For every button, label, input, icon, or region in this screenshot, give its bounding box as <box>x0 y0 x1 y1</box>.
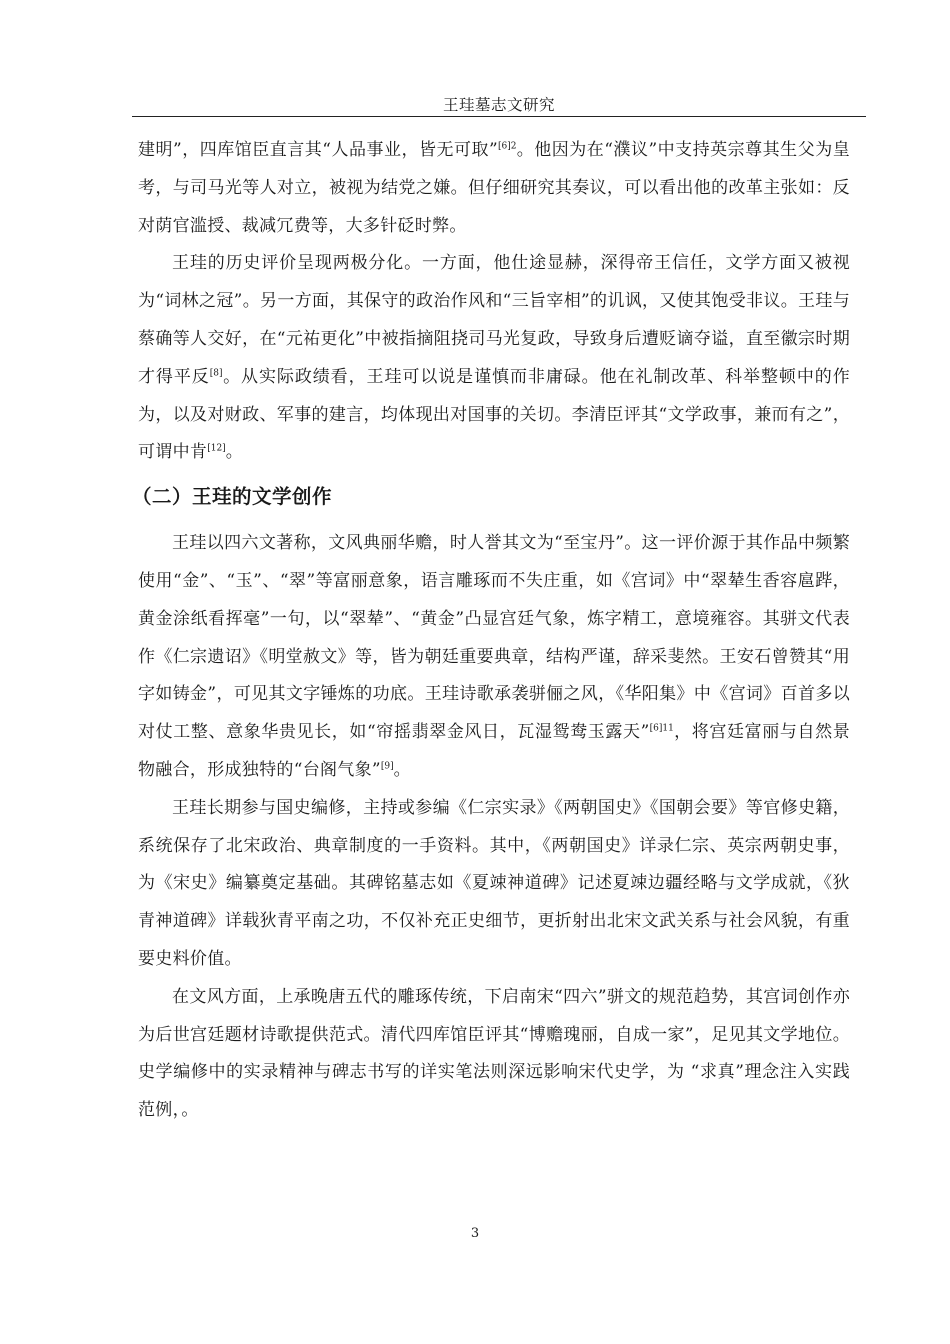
running-header: 王珪墓志文研究 <box>442 96 555 114</box>
citation: [8] <box>209 368 223 379</box>
paragraph-text: 王珪的历史评价呈现两极分化。一方面，他仕途显赫，深得帝王信任，文学方面又被视为“词林之冠”。另一方面，其保守的政治作风和“三旨宰相”的讥讽，又使其饱受非议。王珪与蔡确等人交好，在“元祐更化”中被指摘阻挠司马光复政，导致身后遭贬谪夺谥，直至徽宗时期才得平反 <box>138 253 850 387</box>
paragraph-text: 王珪长期参与国史编修，主持或参编《仁宗实录》《两朝国史》《国朝会要》等官修史籍，系统保存了北宋政治、典章制度的一手资料。其中，《两朝国史》详录仁宗、英宗两朝史事，为《宋史》编纂奠定基础。其碑铭墓志如《夏竦神道碑》记述夏竦边疆经略与文学成就，《狄青神道碑》详载狄青平南之功，不仅补充正史细节，更折射出北宋文武关系与社会风貌，有重要史料价值。 <box>138 797 850 969</box>
paragraph-text: 在文风方面，上承晚唐五代的雕琢传统，下启南宋“四六”骈文的规范趋势，其宫词创作亦为后世宫廷题材诗歌提供范式。清代四库馆臣评其“博赡瑰丽，自成一家”，足见其文学地位。史学编修中的实录精神与碑志书写的详实笔法则深远影响宋代史学，为 “求真”理念注入实践范例，。 <box>138 986 850 1121</box>
citation: [12] <box>207 443 226 454</box>
paragraph-continued <box>138 132 850 245</box>
paragraph-text: 。 <box>225 442 243 463</box>
citation: [9] <box>380 761 394 772</box>
header-rule <box>132 116 866 117</box>
section-heading: （二）王珪的文学创作 <box>132 485 333 509</box>
paragraph-text: 。 <box>393 759 411 780</box>
paragraph-text: 。他因为在“濮议”中支持英宗尊其生父为皇考，与司马光等人对立，被视为结党之嫌。但仔细研究其奏议，可以看出他的改革主张如：反对荫官滥授、裁减冗费等，大多针砭时弊。 <box>138 140 851 236</box>
paragraph-text: ，将宫廷富丽与自然景物融合，形成独特的“台阁气象” <box>138 722 850 780</box>
paragraph-literary-style <box>138 525 850 790</box>
citation: [6]11 <box>649 723 674 734</box>
paragraph-text: 。从实际政绩看，王珪可以说是谨慎而非庸碌。他在礼制改革、科举整顿中的作为，以及对财政、军事的建言，均体现出对国事的关切。李清臣评其“文学政事，兼而有之”，可谓中肯 <box>138 366 850 463</box>
paragraph-text: 王珪以四六文著称，文风典丽华赡，时人誉其文为“至宝丹”。这一评价源于其作品中频繁使用“金”、“玉”、“翠”等富丽意象，语言雕琢而不失庄重，如《宫词》中“翠辇生香容扈跸，黄金涂纸看挥毫”一句，以“翠辇”、“黄金”凸显宫廷气象，炼字精工，意境雍容。其骈文代表作《仁宗遗诏》《明堂赦文》等，皆为朝廷重要典章，结构严谨，辞采斐然。王安石曾赞其“用字如铸金”，可见其文字锤炼的功底。王珪诗歌承袭骈俪之风，《华阳集》中《宫词》百首多以对仗工整、意象华贵见长，如“帘摇翡翠金风日，瓦湿鸳鸯玉露天” <box>138 533 850 743</box>
paragraph-influence <box>138 979 850 1130</box>
paragraph-historiography <box>138 790 850 979</box>
citation: [6]2 <box>498 141 517 152</box>
paragraph-evaluation <box>138 245 850 472</box>
page-number: 3 <box>470 1226 480 1241</box>
body-text <box>132 132 851 1130</box>
paragraph-text: 建明”，四库馆臣直言其“人品事业，皆无可取” <box>138 140 499 160</box>
